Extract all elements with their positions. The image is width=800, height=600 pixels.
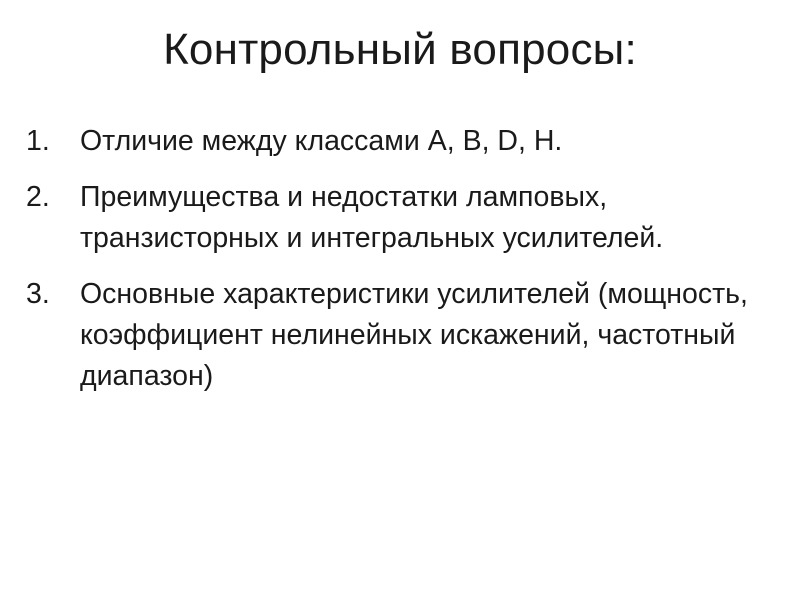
question-text: Отличие между классами A, B, D, H. (80, 125, 563, 157)
question-item-2 (26, 177, 776, 259)
question-item-1 (26, 121, 776, 162)
question-item-3 (26, 274, 776, 397)
question-list (26, 121, 776, 412)
question-text: Основные характеристики усилителей (мощность, коэффициент нелинейных искажений, частотный диапазон) (80, 278, 748, 392)
question-number: 1. (26, 125, 50, 157)
question-text: Преимущества и недостатки ламповых, транзисторных и интегральных усилителей. (80, 181, 664, 254)
question-number: 3. (26, 278, 50, 310)
question-number: 2. (26, 181, 50, 213)
slide-title: Контрольный вопросы: (163, 25, 637, 74)
